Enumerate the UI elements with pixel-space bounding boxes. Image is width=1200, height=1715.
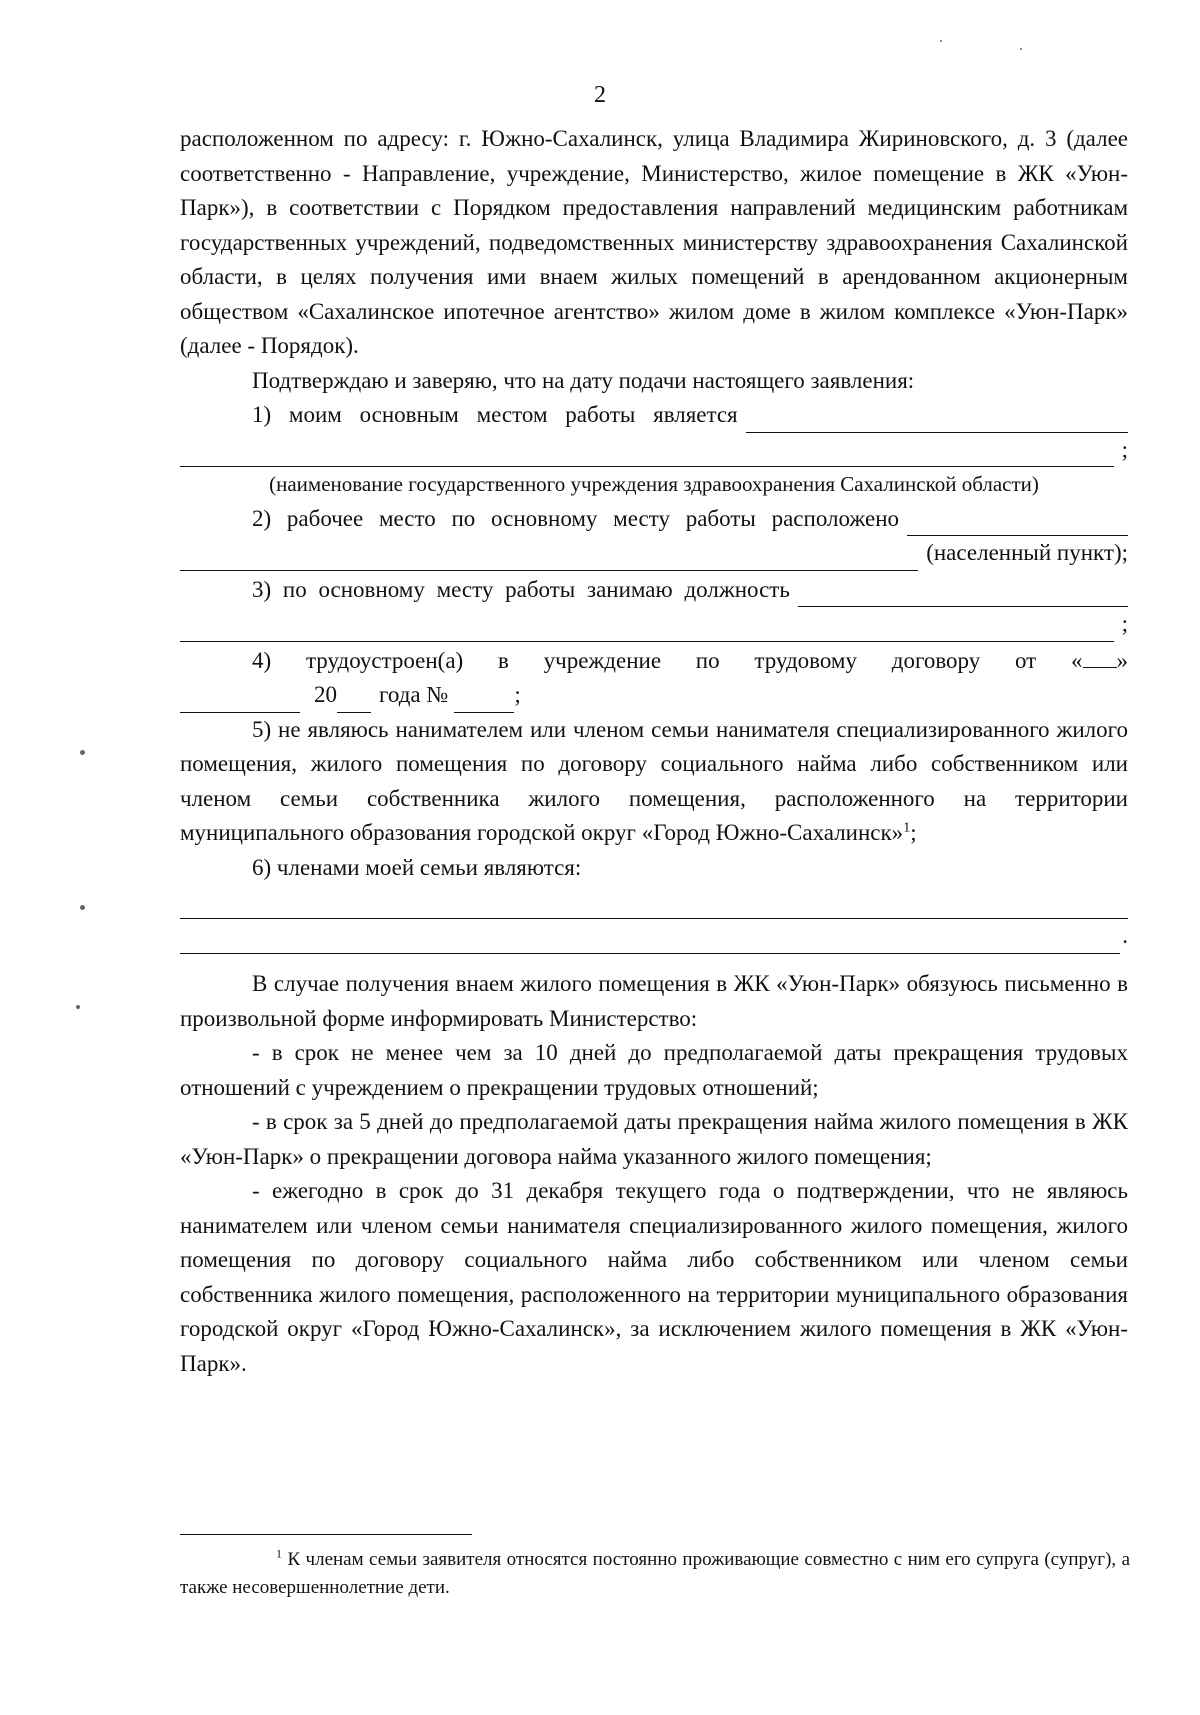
position-field-continued[interactable]	[180, 617, 1114, 642]
item-4-word: от	[1014, 647, 1037, 673]
work-location-field[interactable]	[907, 511, 1128, 536]
obligation-item: - в срок не менее чем за 10 дней до предполагаемой даты прекращения трудовых отношений с учреждением о прекращении трудовых отношений;	[180, 1040, 1128, 1100]
footnote-ref: 1	[903, 820, 911, 836]
scan-speck	[80, 750, 85, 755]
item-3-line	[180, 573, 1128, 608]
contract-number-field[interactable]	[454, 690, 514, 713]
item-4-end: ;	[514, 682, 521, 707]
item-3-text: 3) по основному месту работы занимаю должность	[252, 576, 790, 602]
quote-close: »	[1116, 647, 1128, 673]
family-end: .	[1122, 923, 1128, 948]
item-5-paragraph	[180, 713, 1128, 851]
workplace-field-continued[interactable]	[180, 442, 1114, 467]
contract-number-label: года №	[379, 682, 449, 707]
contract-year-prefix: 20	[314, 682, 337, 707]
item-2-line	[180, 502, 1128, 537]
item-2-text: 2) рабочее место по основному месту работы расположено	[252, 505, 900, 531]
item-4-word: 4)	[252, 647, 272, 673]
position-field[interactable]	[798, 582, 1128, 607]
item-1-text: 1) моим основным местом работы является	[252, 402, 738, 427]
item-1-continuation	[180, 433, 1128, 468]
obligation-item: - ежегодно в срок до 31 декабря текущего года о подтверждении, что не являюсь нанимателем или членом семьи нанимателя специализированного жилого помещения, жилого помещения по договору социального найма либо собственником или членом семьи собственника жилого помещения, расположенного на территории муниципального образования городской округ «Город Южно-Сахалинск», за исключением жилого помещения в ЖК «Уюн-Парк».	[180, 1178, 1128, 1376]
page-number: 2	[594, 82, 606, 108]
scan-speck	[80, 905, 85, 910]
family-field-line-2-row	[180, 919, 1128, 954]
scan-speck	[940, 40, 942, 42]
obligation-intro: В случае получения внаем жилого помещения в ЖК «Уюн-Парк» обязуюсь письменно в произвольной форме информировать Министерство:	[180, 971, 1128, 1031]
item-1-end: ;	[1121, 436, 1128, 462]
confirmation-intro: Подтверждаю и заверяю, что на дату подачи настоящего заявления:	[252, 367, 915, 393]
footnote	[180, 1546, 1130, 1602]
obligations-section	[180, 967, 1128, 1381]
contract-day-field[interactable]	[1083, 645, 1117, 668]
item-4-word: договору	[891, 647, 981, 673]
quote-open: «	[1071, 647, 1083, 673]
contract-month-field[interactable]	[180, 690, 300, 713]
item-5-end: ;	[910, 820, 917, 845]
item-4-line	[180, 644, 1128, 679]
item-3-end: ;	[1121, 611, 1128, 636]
obligation-item: - в срок за 5 дней до предполагаемой даты прекращения найма жилого помещения в ЖК «Уюн-Парк» о прекращении договора найма указанного жилого помещения;	[180, 1109, 1128, 1169]
footnote-text: К членам семьи заявителя относятся постоянно проживающие совместно с ним его супруга (супруг), а также несовершеннолетние дети.	[180, 1549, 1131, 1598]
main-text	[180, 122, 1128, 954]
item-4-word: по	[695, 647, 720, 673]
scan-speck	[76, 1005, 80, 1009]
family-field-line-1[interactable]	[180, 885, 1128, 919]
item-3-continuation	[180, 607, 1128, 642]
item-1-hint: (наименование государственного учреждения здравоохранения Сахалинской области)	[269, 472, 1039, 496]
item-4-word: трудовому	[754, 647, 857, 673]
footnote-mark: 1	[276, 1546, 282, 1561]
item-6-text: 6) членами моей семьи являются:	[252, 854, 582, 880]
item-4-continuation	[180, 678, 1128, 713]
family-field-line-2[interactable]	[180, 929, 1120, 954]
item-4-word: учреждение	[543, 647, 662, 673]
item-5-text: 5) не являюсь нанимателем или членом семьи нанимателя специализированного жилого помещения, жилого помещения по договору социального найма либо собственником или членом семьи собственника жилого помещения, расположенного на территории муниципального образования городской округ «Город Южно-Сахалинск»	[180, 716, 1128, 845]
work-location-field-continued[interactable]	[180, 546, 918, 571]
item-2-continuation	[180, 536, 1128, 571]
contract-year-field[interactable]	[337, 690, 371, 713]
scan-speck	[1020, 48, 1022, 50]
contract-day	[1071, 644, 1128, 679]
item-2-hint: (населенный пункт);	[926, 540, 1128, 565]
item-4-word: в	[497, 647, 509, 673]
item-4-word: трудоустроен(а)	[305, 647, 464, 673]
footnote-divider	[180, 1534, 472, 1535]
intro-paragraph: расположенном по адресу: г. Южно-Сахалинск, улица Владимира Жириновского, д. 3 (далее соответственно - Направление, учреждение, Министерство, жилое помещение в ЖК «Уюн-Парк»), в соответствии с Порядком предоставления направлений медицинским работникам государственных учреждений, подведомственных министерству здравоохранения Сахалинской области, в целях получения ими внаем жилых помещений в арендованном акционерным обществом «Сахалинское ипотечное агентство» жилом доме в жилом комплексе «Уюн-Парк» (далее - Порядок).	[180, 126, 1128, 358]
item-1-line	[180, 398, 1128, 433]
workplace-field[interactable]	[746, 408, 1128, 433]
